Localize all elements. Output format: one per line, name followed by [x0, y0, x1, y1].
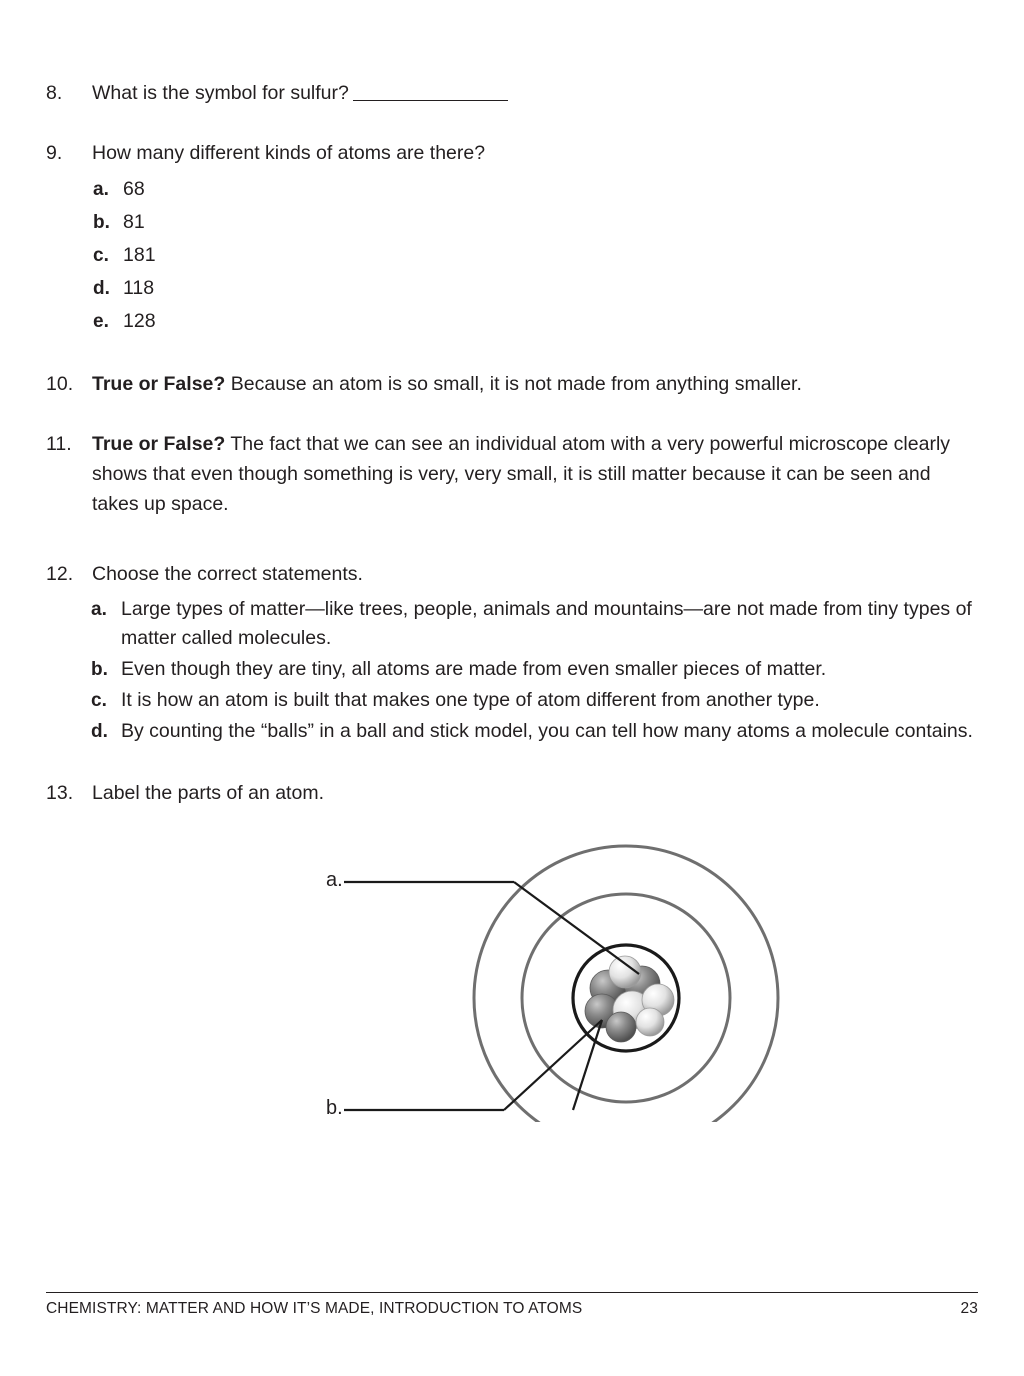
question-9: [46, 138, 978, 168]
choice-letter: a.: [93, 179, 109, 200]
question-text: Label the parts of an atom.: [92, 782, 324, 804]
choice-list-12: [91, 595, 978, 746]
question-text-wrap: [92, 369, 978, 399]
footer-divider: [46, 1292, 978, 1293]
footer-title: CHEMISTRY: MATTER AND HOW IT’S MADE, INTRODUCTION TO ATOMS: [46, 1300, 583, 1317]
choice-text: 181: [123, 244, 156, 266]
choice-text: 81: [123, 211, 145, 233]
question-text: How many different kinds of atoms are there?: [92, 142, 486, 164]
nucleon-proton: [606, 1012, 636, 1042]
choice-text: 118: [123, 277, 155, 299]
choice-letter: b.: [93, 212, 110, 233]
question-number: 10.: [46, 373, 74, 395]
choice-letter: d.: [91, 721, 108, 742]
question-number: 8.: [46, 82, 63, 104]
atom-figure: [46, 822, 978, 1122]
list-item[interactable]: [93, 207, 978, 238]
question-number: 12.: [46, 563, 74, 585]
list-item[interactable]: [93, 306, 978, 337]
list-item[interactable]: [91, 655, 978, 684]
choice-text: 68: [123, 178, 145, 200]
question-number: 11.: [46, 433, 72, 455]
choice-list-9: [93, 174, 978, 337]
question-8: [46, 78, 978, 108]
label-a-text: a.: [326, 869, 343, 891]
question-10: [46, 369, 978, 399]
list-item[interactable]: [93, 273, 978, 304]
list-item[interactable]: [91, 686, 978, 715]
answer-blank[interactable]: [353, 86, 508, 101]
question-lead: True or False?: [92, 373, 226, 395]
question-text: Choose the correct statements.: [92, 563, 363, 585]
list-item[interactable]: [93, 174, 978, 205]
choice-letter: b.: [91, 659, 108, 680]
choice-text: 128: [123, 310, 156, 332]
question-lead: True or False?: [92, 433, 226, 455]
page-number: 23: [960, 1300, 978, 1317]
page-footer: [46, 1292, 978, 1318]
question-number: 9.: [46, 142, 63, 164]
list-item[interactable]: [93, 240, 978, 271]
choice-letter: d.: [93, 278, 110, 299]
list-item[interactable]: [91, 595, 978, 653]
label-b-text: b.: [326, 1097, 343, 1119]
choice-text: Large types of matter—like trees, people, animals and mountains—are not made from tiny types of matter called molecules.: [121, 598, 972, 649]
question-12: [46, 559, 978, 589]
question-text: The fact that we can see an individual atom with a very powerful microscope clearly shows that even though something is very, very small, it is still matter because it can be seen and takes up space.: [92, 433, 951, 515]
choice-letter: c.: [91, 690, 107, 711]
nucleon-neutron: [636, 1008, 664, 1036]
choice-text: It is how an atom is built that makes one type of atom different from another type.: [121, 689, 820, 711]
question-13: [46, 778, 978, 808]
question-text-wrap: [92, 78, 978, 108]
label-a-leader: [514, 882, 639, 974]
choice-letter: e.: [93, 311, 109, 332]
choice-letter: a.: [91, 599, 107, 620]
choice-text: By counting the “balls” in a ball and stick model, you can tell how many atoms a molecule contains.: [121, 720, 973, 742]
question-text: What is the symbol for sulfur?: [92, 82, 349, 104]
question-11: [46, 429, 978, 519]
choice-letter: c.: [93, 245, 109, 266]
choice-text: Even though they are tiny, all atoms are made from even smaller pieces of matter.: [121, 658, 827, 680]
question-text-wrap: [92, 429, 978, 519]
question-text: Because an atom is so small, it is not made from anything smaller.: [225, 373, 802, 395]
list-item[interactable]: [91, 717, 978, 746]
question-number: 13.: [46, 782, 74, 804]
